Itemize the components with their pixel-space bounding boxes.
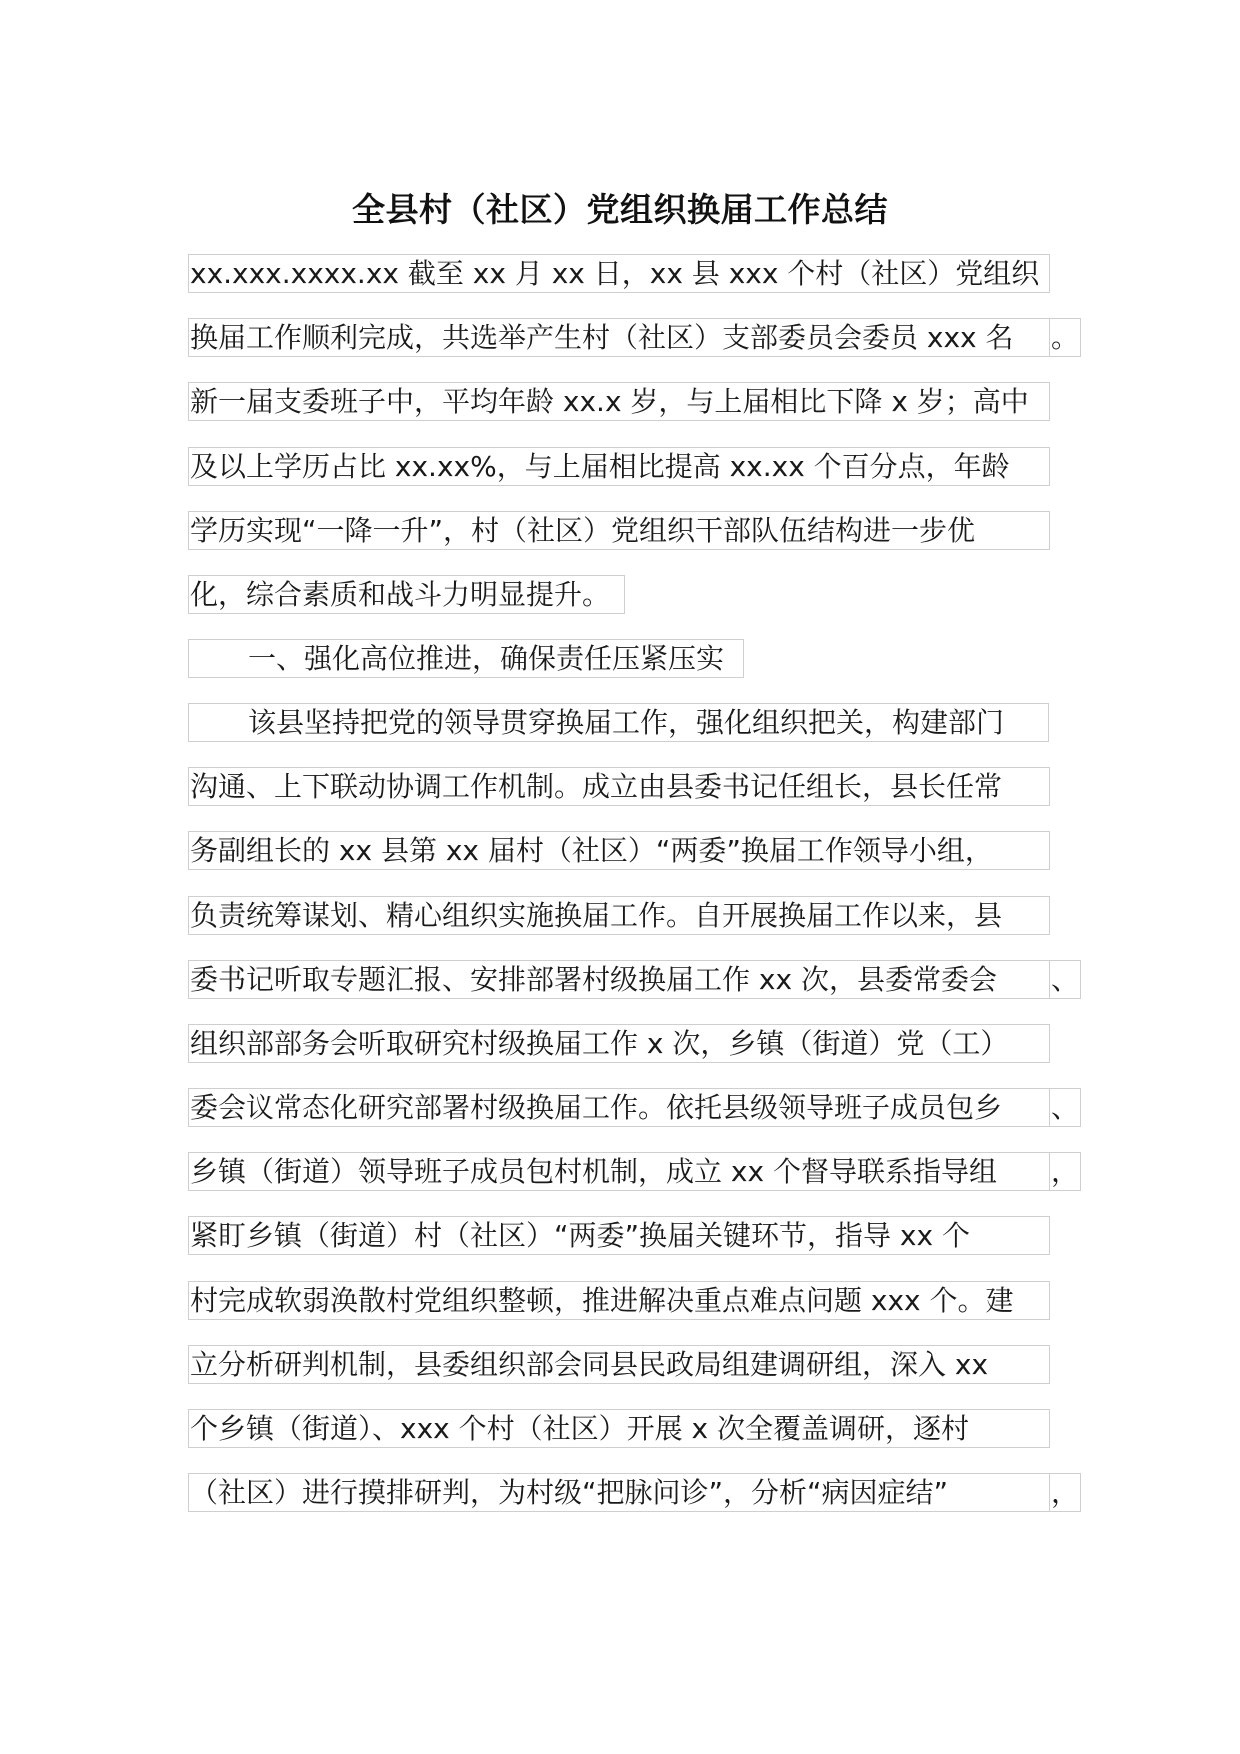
body-line-4: 负责统筹谋划、精心组织实施换届工作。自开展换届工作以来，县	[188, 896, 1050, 935]
intro-line-1: xx.xxx.xxxx.xx 截至 xx 月 xx 日，xx 县 xxx 个村（社区）党组织	[188, 254, 1050, 293]
body-line-9: 紧盯乡镇（街道）村（社区）“两委”换届关键环节，指导 xx 个	[188, 1216, 1050, 1255]
body-line-10: 村完成软弱涣散村党组织整顿，推进解决重点难点问题 xxx 个。建	[188, 1281, 1050, 1320]
body-line-13-tail: ，	[1049, 1473, 1081, 1512]
section-heading-1: 一、强化高位推进，确保责任压紧压实	[188, 639, 744, 678]
body-line-12: 个乡镇（街道）、xxx 个村（社区）开展 x 次全覆盖调研，逐村	[188, 1409, 1050, 1448]
intro-line-2: 换届工作顺利完成，共选举产生村（社区）支部委员会委员 xxx 名	[188, 318, 1050, 357]
body-line-13: （社区）进行摸排研判，为村级“把脉问诊”，分析“病因症结”	[188, 1473, 1050, 1512]
body-line-7: 委会议常态化研究部署村级换届工作。依托县级领导班子成员包乡	[188, 1088, 1050, 1127]
body-line-5: 委书记听取专题汇报、安排部署村级换届工作 xx 次，县委常委会	[188, 960, 1050, 999]
body-line-6: 组织部部务会听取研究村级换届工作 x 次，乡镇（街道）党（工）	[188, 1024, 1050, 1063]
body-line-5-tail: 、	[1049, 960, 1081, 999]
body-line-8: 乡镇（街道）领导班子成员包村机制，成立 xx 个督导联系指导组	[188, 1152, 1050, 1191]
body-line-7-tail: 、	[1049, 1088, 1081, 1127]
body-line-8-tail: ，	[1049, 1152, 1081, 1191]
intro-line-4: 及以上学历占比 xx.xx%，与上届相比提高 xx.xx 个百分点，年龄	[188, 447, 1050, 486]
intro-line-3: 新一届支委班子中，平均年龄 xx.x 岁，与上届相比下降 x 岁；高中	[188, 382, 1050, 421]
body-line-1: 该县坚持把党的领导贯穿换届工作，强化组织把关，构建部门	[188, 703, 1049, 742]
body-line-3: 务副组长的 xx 县第 xx 届村（社区）“两委”换届工作领导小组，	[188, 831, 1050, 870]
body-line-2: 沟通、上下联动协调工作机制。成立由县委书记任组长，县长任常	[188, 767, 1050, 806]
body-line-11: 立分析研判机制，县委组织部会同县民政局组建调研组，深入 xx	[188, 1345, 1050, 1384]
intro-line-6: 化，综合素质和战斗力明显提升。	[188, 575, 625, 614]
intro-line-2-tail: 。	[1049, 318, 1081, 357]
document-title: 全县村（社区）党组织换届工作总结	[352, 190, 888, 229]
intro-line-5: 学历实现“一降一升”，村（社区）党组织干部队伍结构进一步优	[188, 511, 1050, 550]
